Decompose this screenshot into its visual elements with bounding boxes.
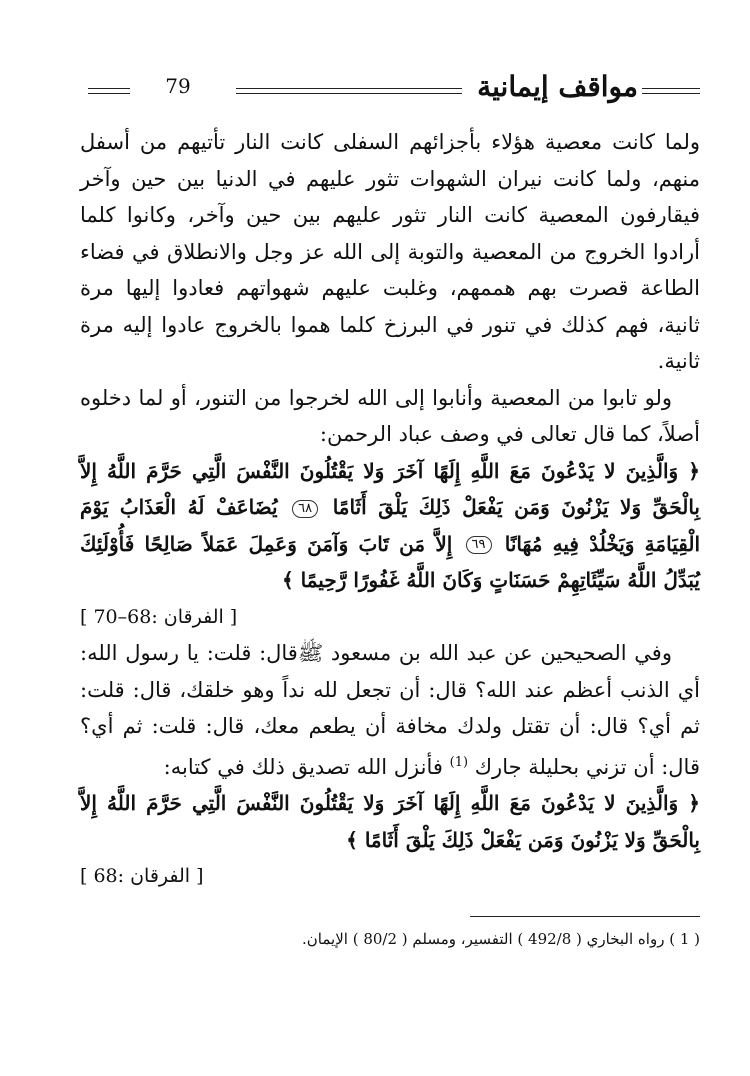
ayah-number-68: ٦٨ [292,500,318,518]
verse2-text: ﴿ وَالَّذِينَ لا يَدْعُونَ مَعَ اللَّهِ إِلَهًا آخَرَ وَلا يَقْتُلُونَ النَّفْسَ الَّتِي حَرَّمَ اللَّهُ إِلاَّ بِالْحَقِّ وَلا يَزْنُونَ وَمَن يَفْعَلْ ذَلِكَ يَلْقَ أَثَامًا ﴾ [80,791,700,852]
page-number: 79 [165,74,191,98]
hadith-paragraph [80,635,700,785]
verse1-part2: يُضَاعَفْ لَهُ الْعَذَابُ يَوْمَ الْقِيَامَةِ وَيَخْلُدْ فِيهِ مُهَانًا [80,495,701,556]
header-rule-middle [236,88,462,94]
header-title: مواقف إيمانية [477,70,638,103]
hadith-text-2: فأنزل الله تصديق ذلك في كتابه: [163,754,443,779]
verse1-part3: إِلاَّ مَن تَابَ وَآمَنَ وَعَمِلَ عَمَلاً صَالِحًا فَأُوْلَئِكَ يُبَدِّلُ اللَّهُ سَيِّئَاتِهِمْ حَسَنَاتٍ وَكَانَ اللَّهُ غَفُورًا رَّحِيمًا ﴾ [80,531,700,592]
ayah-number-69: ٦٩ [466,536,492,554]
header-rule-left [88,88,130,94]
verse2-citation: [ الفرقان :68 ] [80,865,204,887]
main-text [80,124,700,895]
verse1-part1: ﴿ وَالَّذِينَ لا يَدْعُونَ مَعَ اللَّهِ إِلَهًا آخَرَ وَلا يَقْتُلُونَ النَّفْسَ الَّتِي حَرَّمَ اللَّهُ إِلاَّ بِالْحَقِّ وَلا يَزْنُونَ وَمَن يَفْعَلْ ذَلِكَ يَلْقَ أَثَامًا [80,458,700,519]
quran-verse-1 [80,453,700,636]
header-rule-right [642,88,700,94]
footnote-divider [470,916,700,917]
paragraph-2: ولو تابوا من المعصية وأنابوا إلى الله لخرجوا من التنور، أو لما دخلوه أصلاً، كما قال تعالى في وصف عباد الرحمن: [80,385,700,446]
footnote-marker[interactable]: (1) [449,754,469,770]
paragraph-1: ولما كانت معصية هؤلاء بأجزائهم السفلى كانت النار تأتيهم من أسفل منهم، ولما كانت نيران الشهوات تثور عليهم في الدنيا بين حين وآخر فيقارفون المعصية كانت النار تثور عليهم بين حين وآخر، وكانوا كلما أرادوا الخروج من المعصية والتوبة إلى الله عز وجل والانطلاق في فضاء الطاعة قصرت بهم هممهم، وغلبت عليهم شهواتهم فعادوا إليها مرة ثانية، فهم كذلك في تنور في البرزخ كلما هموا بالخروج عادوا إليه مرة ثانية. [80,130,700,373]
verse1-citation: [ الفرقان :68–70 ] [80,605,238,628]
hadith-text-1: وفي الصحيحين عن عبد الله بن مسعود ﷺقال: قلت: يا رسول الله: أي الذنب أعظم عند الله؟ قال: أن تجعل لله نداً وهو خلقك، قال: قلت: ثم أي؟ قال: أن تقتل ولدك مخافة أن يطعم معك، قال: قلت: ثم أي؟ قال: أن تزني بحليلة جارك [80,641,700,779]
quran-verse-2 [80,785,700,895]
footnote: ( 1 ) رواه البخاري ( 492/8 ) التفسير، ومسلم ( 80/2 ) الإيمان. [302,930,700,948]
page-header [88,70,700,114]
